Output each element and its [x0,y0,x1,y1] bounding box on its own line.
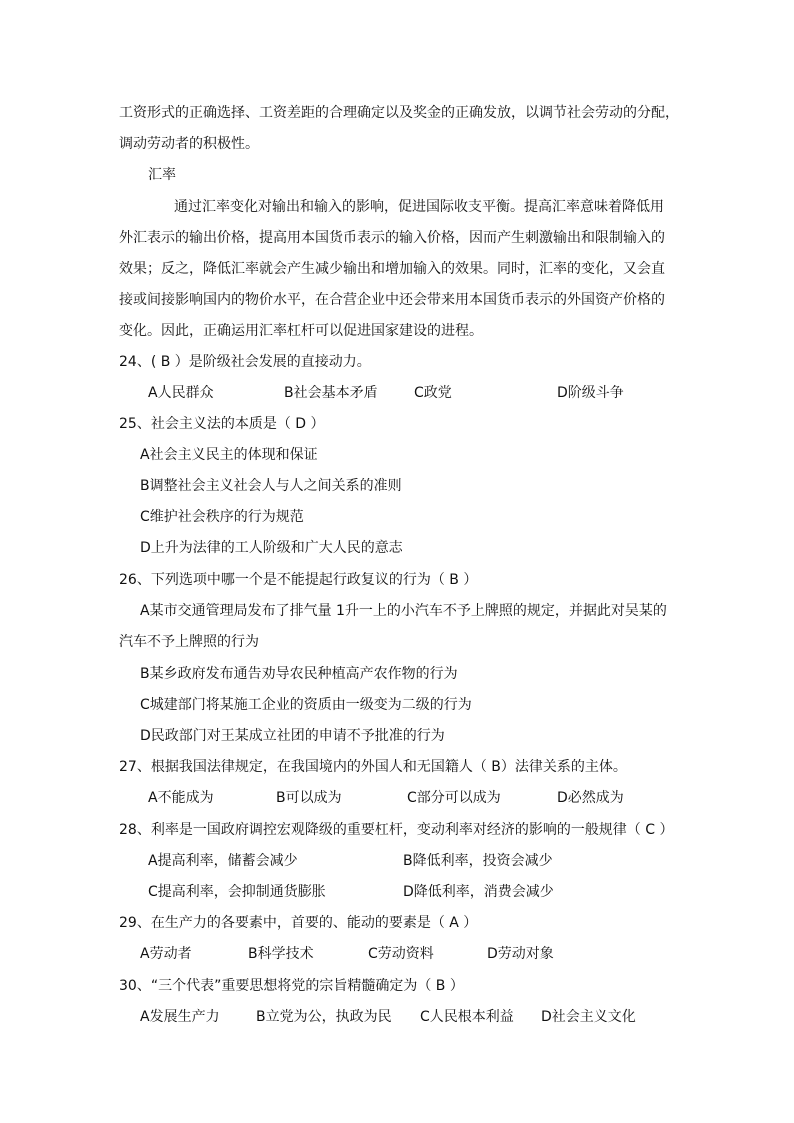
paragraph-line: 变化。因此，正确运用汇率杠杆可以促进国家建设的进程。 [119,323,483,339]
option: C城建部门将某施工企业的资质由一级变为二级的行为 [140,697,472,713]
question-stem: 29、在生产力的各要素中，首要的、能动的要素是（ A ） [119,915,478,931]
option: A不能成为 [148,790,214,806]
question-stem: 27、根据我国法律规定，在我国境内的外国人和无国籍人（ B）法律关系的主体。 [119,759,627,775]
option: C政党 [414,385,452,401]
paragraph-line: 外汇表示的输出价格，提高用本国货币表示的输入价格，因而产生刺激输出和限制输入的 [119,230,665,246]
option: A社会主义民主的体现和保证 [140,447,318,463]
option: A发展生产力 [140,1009,220,1025]
option: A提高利率，储蓄会减少 [148,853,298,869]
option: B调整社会主义社会人与人之间关系的准则 [140,478,402,494]
option: C部分可以成为 [407,790,501,806]
option-continuation: 汽车不予上牌照的行为 [119,634,259,650]
option: C劳动资料 [368,946,434,962]
question-stem: 30、“三个代表”重要思想将党的宗旨精髓确定为（ B ） [119,978,464,994]
option: A劳动者 [140,946,192,962]
option: C提高利率，会抑制通货膨胀 [148,884,326,900]
option: D社会主义文化 [541,1009,636,1025]
question-stem: 26、下列选项中哪一个是不能提起行政复议的行为（ B ） [119,572,478,588]
question-stem: 28、利率是一国政府调控宏观降级的重要杠杆，变动利率对经济的影响的一般规律（ C ） [119,822,674,838]
option: D民政部门对王某成立社团的申请不予批准的行为 [140,728,445,744]
paragraph-line: 工资形式的正确选择、工资差距的合理确定以及奖金的正确发放，以调节社会劳动的分配， [119,105,679,121]
option: A人民群众 [148,385,214,401]
question-stem: 25、社会主义法的本质是（ D ） [119,416,325,432]
option: B科学技术 [248,946,314,962]
paragraph-line: 接或间接影响国内的物价水平，在合营企业中还会带来用本国货币表示的外国资产价格的 [119,292,665,308]
option: D劳动对象 [487,946,554,962]
option: D必然成为 [557,790,624,806]
option: B可以成为 [276,790,342,806]
paragraph-line: 调动劳动者的积极性。 [119,136,259,152]
option: B立党为公，执政为民 [256,1009,392,1025]
option: D阶级斗争 [557,385,624,401]
option: D上升为法律的工人阶级和广大人民的意志 [140,540,403,556]
option: B某乡政府发布通告劝导农民种植高产农作物的行为 [140,666,458,682]
option: B社会基本矛盾 [284,385,378,401]
paragraph-line: 通过汇率变化对输出和输入的影响，促进国际收支平衡。提高汇率意味着降低用 [174,199,664,215]
option: D降低利率，消费会减少 [403,884,554,900]
question-stem: 24、( B ）是阶级社会发展的直接动力。 [119,354,371,370]
option: B降低利率，投资会减少 [403,853,553,869]
section-heading: 汇率 [148,167,176,183]
option: A某市交通管理局发布了排气量 1升一上的小汽车不予上牌照的规定，并据此对吴某的 [140,603,667,619]
option: C维护社会秩序的行为规范 [140,509,304,525]
option: C人民根本利益 [420,1009,514,1025]
paragraph-line: 效果；反之，降低汇率就会产生减少输出和增加输入的效果。同时，汇率的变化，又会直 [119,261,665,277]
